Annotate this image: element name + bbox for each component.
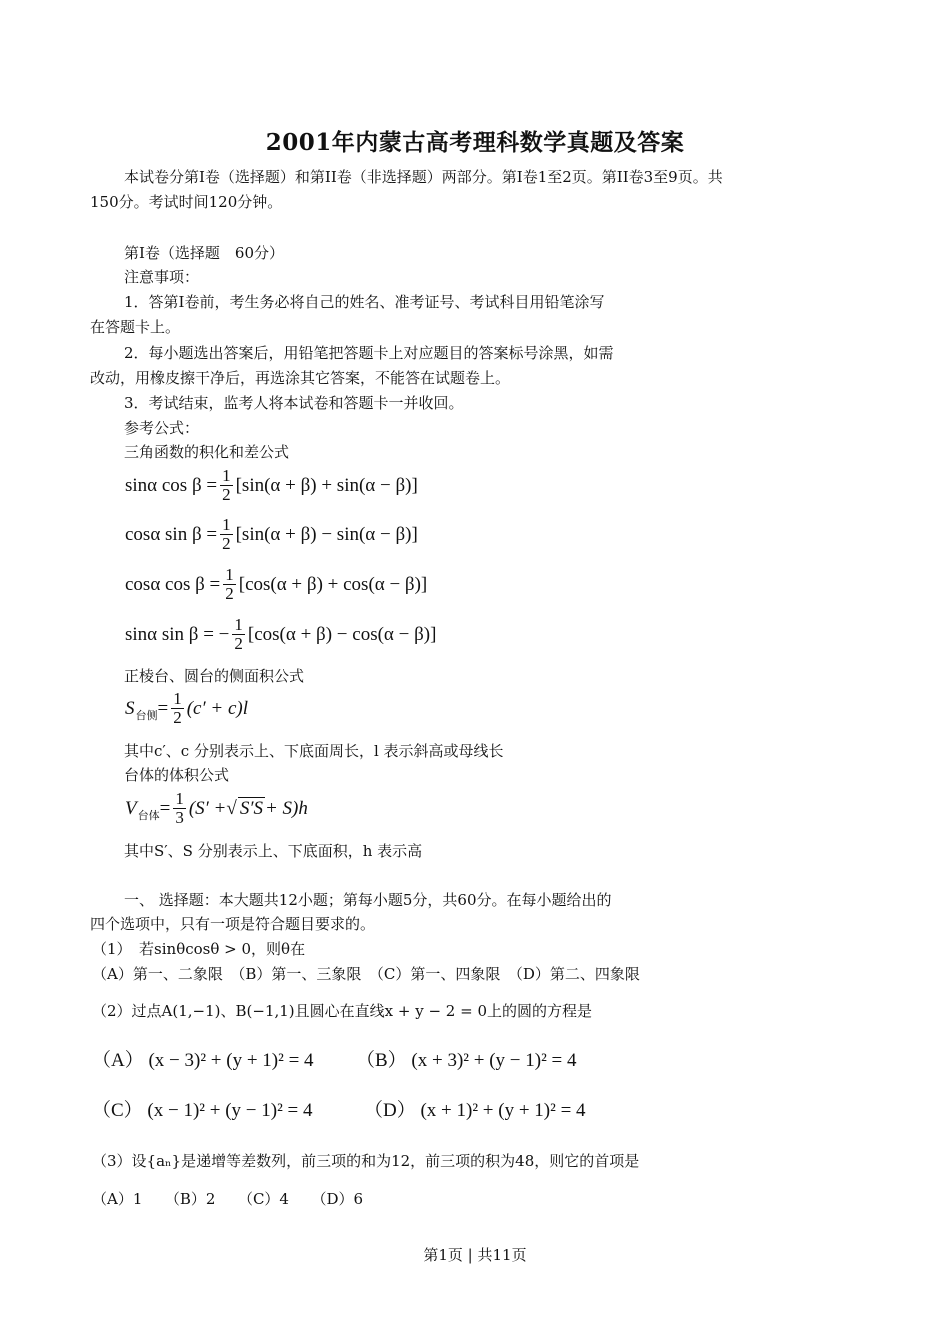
question-1-options: （A）第一、二象限 （B）第一、三象限 （C）第一、四象限 （D）第二、四象限 <box>92 965 640 983</box>
notes-label: 注意事项： <box>124 268 200 286</box>
page-footer: 第1页 | 共11页 <box>423 1246 527 1264</box>
sqrt-term: S′S <box>239 798 263 819</box>
question-3-options: （A）1 （B）2 （C）4 （D）6 <box>92 1190 364 1208</box>
fraction-third: $\frac{1}{3}$ <box>175 789 184 827</box>
formula-1-lhs: sinα cos β = <box>125 474 218 496</box>
fraction-half: $\frac{1}{2}$ <box>222 466 231 504</box>
trig-formula-label: 三角函数的积化和差公式 <box>124 443 290 461</box>
formula-3 <box>125 566 427 603</box>
reference-label: 参考公式： <box>124 419 200 437</box>
formula-2 <box>125 516 418 553</box>
lateral-area-label: 正棱台、圆台的侧面积公式 <box>124 667 305 685</box>
note-2b: 改动，用橡皮擦干净后，再选涂其它答案，不能答在试题卷上。 <box>90 369 511 387</box>
volume-desc: 其中S′、S 分别表示上、下底面积，h 表示高 <box>124 842 423 860</box>
lateral-area-formula: S 台侧 = $\frac{1}{2}$ (c′ + c)l <box>125 689 248 727</box>
formula-4-rhs: [cos(α + β) − cos(α − β)] <box>247 623 437 645</box>
formula-1 <box>125 467 418 504</box>
section1-line-2: 四个选项中，只有一项是符合题目要求的。 <box>90 915 376 933</box>
note-3: 3．考试结束，监考人将本试卷和答题卡一并收回。 <box>124 394 464 412</box>
fraction-half: $\frac{1}{2}$ <box>225 565 234 603</box>
question-2: （2）过点A(1,−1)、B(−1,1)且圆心在直线x + y − 2 = 0上的圆的方程是 <box>92 1002 592 1020</box>
question-2-option-a: （A） (x − 3)² + (y + 1)² = 4 <box>92 1050 314 1071</box>
note-1b: 在答题卡上。 <box>90 318 181 336</box>
fraction-half: $\frac{1}{2}$ <box>222 515 231 553</box>
formula-3-lhs: cosα cos β = <box>125 573 221 595</box>
formula-2-rhs: [sin(α + β) − sin(α − β)] <box>235 523 418 545</box>
question-2-option-c: （C） (x − 1)² + (y − 1)² = 4 <box>92 1100 313 1121</box>
intro-line-1: 本试卷分第Ⅰ卷（选择题）和第II卷（非选择题）两部分。第Ⅰ卷1至2页。第II卷3至9页。共 <box>124 168 723 186</box>
question-3: （3）设{aₙ}是递增等差数列，前三项的和为12，前三项的积为48，则它的首项是 <box>92 1152 640 1170</box>
section1-line-1: 一、 选择题：本大题共12小题；第每小题5分，共60分。在每小题给出的 <box>124 891 612 909</box>
formula-2-lhs: cosα sin β = <box>125 523 218 545</box>
question-2-option-d: （D） (x + 1)² + (y + 1)² = 4 <box>364 1100 586 1121</box>
formula-1-rhs: [sin(α + β) + sin(α − β)] <box>235 474 418 496</box>
formula-4-lhs: sinα sin β = − <box>125 623 230 645</box>
volume-formula: V 台体 = $\frac{1}{3}$ (S′ + √ S′S + S)h <box>125 789 308 827</box>
question-1: （1） 若sinθcosθ > 0，则θ在 <box>92 940 306 958</box>
volume-label: 台体的体积公式 <box>124 766 230 784</box>
part1-heading: 第Ⅰ卷（选择题 60分） <box>124 244 285 262</box>
question-2-option-b: （B） (x + 3)² + (y − 1)² = 4 <box>356 1050 577 1071</box>
note-2a: 2．每小题选出答案后，用铅笔把答题卡上对应题目的答案标号涂黑，如需 <box>124 344 614 362</box>
fraction-half: $\frac{1}{2}$ <box>173 689 182 727</box>
formula-3-rhs: [cos(α + β) + cos(α − β)] <box>238 573 428 595</box>
formula-4 <box>125 616 436 653</box>
lateral-area-desc: 其中c′、c 分别表示上、下底面周长，l 表示斜高或母线长 <box>124 742 504 760</box>
fraction-half: $\frac{1}{2}$ <box>234 615 243 653</box>
note-1a: 1．答第Ⅰ卷前，考生务必将自己的姓名、准考证号、考试科目用铅笔涂写 <box>124 293 605 311</box>
intro-line-2: 150分。考试时间120分钟。 <box>90 193 283 211</box>
page-title: 2001年内蒙古高考理科数学真题及答案 <box>265 129 685 156</box>
